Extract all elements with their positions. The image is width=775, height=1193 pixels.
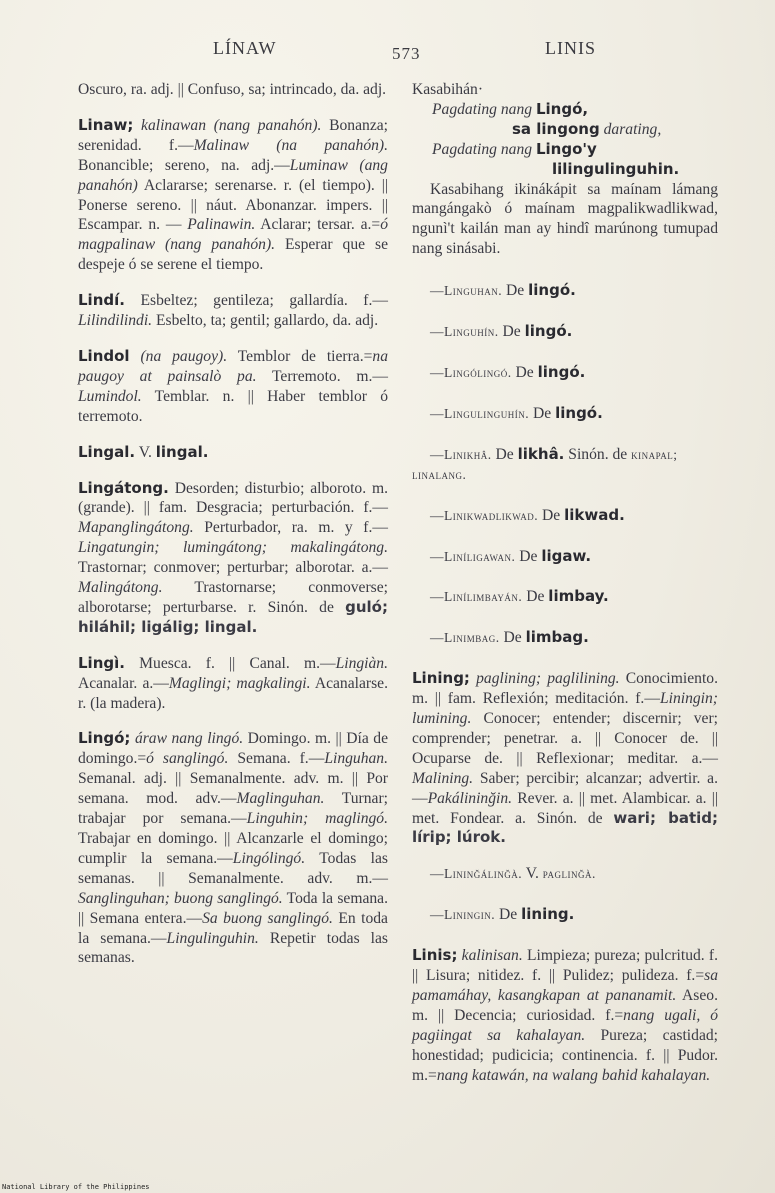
- bold-word: limbag.: [525, 628, 589, 647]
- entry-lingo: [78, 729, 388, 968]
- page-number: 573: [392, 44, 421, 63]
- italic-phrase: (na paugoy).: [140, 347, 228, 365]
- derivative: —Linguhan.: [430, 283, 503, 299]
- entry-text: Esbelto, ta; gentil; gallardo, da. adj.: [156, 312, 379, 330]
- entry-text: De: [495, 445, 514, 463]
- entry-text: De: [515, 363, 534, 381]
- italic-phrase: Lingatungin; lumingátong; makalingátong.: [78, 539, 388, 557]
- italic-phrase: ó magpalinaw (nang panahón).: [78, 216, 388, 254]
- entry-text: Bonanza; serenidad. f.—: [78, 116, 388, 154]
- entry-text: Bonancible; sereno, na. adj.—: [78, 156, 290, 174]
- entry-text: Pureza; castidad; honestidad; pudicicia; continencia. f. || Pudor. m.=: [412, 1026, 718, 1084]
- italic-phrase: Malining.: [412, 769, 474, 787]
- entry-text: Aseo. m. || Decencia; curiosidad. f.=: [412, 987, 718, 1024]
- derivative: —Linguhín.: [430, 324, 499, 340]
- italic-phrase: Sanglinguhan; buong sanglingó.: [78, 889, 283, 907]
- entry-oscuro: [78, 80, 388, 100]
- derivative: —Linikwadlikwad.: [430, 507, 539, 523]
- deriv-linikha: [412, 445, 718, 485]
- italic-phrase: kalinisan.: [461, 947, 523, 965]
- synonyms: kinapal; linalang.: [412, 446, 678, 482]
- italic-phrase: Maglingi; magkalingi.: [168, 674, 311, 692]
- right-column: [412, 80, 718, 1102]
- entry-text: Limpieza; pureza; pulcritud. f. || Lisura; nitidez. f. || Pulidez; pulideza. f.=: [412, 947, 718, 985]
- italic-phrase: áraw nang lingó.: [134, 730, 244, 748]
- entry-text: Perturbador, ra. m. y f.—: [204, 519, 388, 537]
- entry-text: De: [533, 404, 552, 422]
- bold-word: limbay.: [548, 587, 609, 606]
- entry-text: Acanalarse. r. (la madera).: [78, 674, 388, 712]
- bold-word: lingó.: [528, 281, 576, 300]
- entry-text: Saber; percibir; alcanzar; advertir. a.—: [412, 769, 718, 807]
- deriv-lingulinguhin: [412, 404, 718, 424]
- entry-text: Temblar. n. || Haber temblor ó terremoto.: [78, 387, 388, 425]
- entry-text: Muesca. f. || Canal. m.—: [139, 654, 336, 672]
- cross-reference: paglinğà.: [542, 866, 596, 882]
- headword: Lindol: [78, 346, 130, 365]
- bold-word: lilingulinguhin.: [552, 159, 680, 178]
- proverb-line: [412, 160, 718, 180]
- entry-text: De: [506, 282, 525, 300]
- italic-phrase: Lingulinguhin.: [166, 929, 259, 947]
- entry-text: De: [542, 506, 561, 524]
- italic-phrase: Liningin; lumining.: [412, 690, 718, 728]
- italic-phrase: Mapanglingátong.: [78, 519, 194, 537]
- entry-text: V.: [138, 443, 152, 461]
- entry-lingatong: [78, 479, 388, 638]
- italic-phrase: Maglinguhan.: [236, 790, 325, 808]
- entry-lingal: [78, 443, 388, 463]
- italic-phrase: Lingiàn.: [335, 654, 388, 672]
- italic-phrase: Pakálininğin.: [427, 789, 513, 807]
- derivative: —Linimbag.: [430, 630, 500, 646]
- italic-phrase: Luminaw (ang panahón): [78, 156, 388, 194]
- derivative: —Lininğálinğà.: [430, 866, 523, 882]
- proverb-line: [412, 120, 718, 140]
- entry-text: De: [519, 547, 538, 565]
- bold-word: ligaw.: [541, 546, 592, 565]
- italic-phrase: Lilindilindi.: [78, 312, 153, 330]
- headword: Lingì.: [78, 653, 125, 672]
- kasabihan-label: Kasabihán·: [412, 81, 484, 98]
- entry-text: Desorden; disturbio; alboroto. m. (grande). || fam. Desgracia; perturbación. f.—: [78, 479, 388, 517]
- italic-phrase: nang ugali, ó pagiingat sa kahalayan.: [412, 1006, 718, 1044]
- bold-word: Lingo'y: [535, 139, 597, 158]
- italic-phrase: Malinaw (na panahón).: [193, 136, 389, 154]
- headword: Lining;: [412, 669, 470, 688]
- entry-lining: [412, 669, 718, 848]
- entry-text: Conocimiento. m. || fam. Reflexión; meditación. f.—: [412, 670, 718, 708]
- italic-phrase: Pagdating nang: [432, 140, 533, 158]
- italic-phrase: Lingólingó.: [232, 849, 306, 867]
- running-head-left: LÍNAW: [213, 38, 277, 58]
- italic-phrase: Malingátong.: [78, 579, 163, 597]
- bold-word: lingó.: [555, 403, 603, 422]
- derivative: —Linílimbayán.: [430, 589, 523, 605]
- entry-text: Semanal. adj. || Semanalmente. adv. m. || Por semana. mod. adv.—: [78, 770, 388, 808]
- entry-text: Rever. a. || met. Alambicar. a. || met. Fondear. a. Sinón. de: [412, 789, 718, 827]
- entry-text: De: [503, 629, 522, 647]
- headword: Lingal.: [78, 442, 136, 461]
- entry-text: De: [499, 906, 518, 924]
- entry-text: Terremoto. m.—: [272, 367, 388, 385]
- bold-word: likhâ.: [517, 444, 565, 463]
- italic-phrase: Linguhin; maglingó.: [246, 810, 388, 828]
- running-head-right: LINIS: [545, 38, 596, 58]
- italic-phrase: na paugoy at painsalò pa.: [78, 347, 388, 385]
- left-column: [78, 80, 388, 984]
- library-credit: National Library of the Philippines: [2, 1183, 150, 1191]
- deriv-liniligawan: [412, 547, 718, 567]
- entry-text: Aclarar; tersar. a.=: [260, 216, 381, 234]
- synonyms: guló; hiláhil; ligálig; lingal.: [78, 597, 388, 636]
- deriv-linimbag: [412, 628, 718, 648]
- bold-word: likwad.: [564, 505, 625, 524]
- entry-text: Trastornarse; conmoverse; alborotarse; perturbarse. r. Sinón. de: [78, 579, 388, 616]
- entry-text: Trastornar; conmover; perturbar; alborotar. a.—: [78, 559, 388, 577]
- entry-text: Repetir todas las semanas.: [78, 929, 388, 967]
- italic-phrase: Palinawin.: [187, 216, 256, 234]
- bold-word: sa lingong: [512, 119, 600, 138]
- headword: Lingátong.: [78, 478, 169, 497]
- derivative: —Linikhâ.: [430, 446, 492, 462]
- italic-phrase: ó sanglingó.: [146, 750, 229, 768]
- entry-text: V.: [525, 865, 539, 883]
- deriv-linguhin: [412, 322, 718, 342]
- entry-text: Conocer; entender; discernir; ver; comprender; penetrar. a. || Conocer de. || Ocuparse de. || Reflexionar; meditar. a.—: [412, 710, 719, 767]
- deriv-linguhan: [412, 281, 718, 301]
- entry-text: Semana. f.—: [237, 750, 325, 768]
- bold-word: lingó.: [537, 362, 586, 381]
- italic-phrase: nang katawán, na walang bahid kahalayan.: [436, 1066, 711, 1084]
- deriv-liningin: [412, 905, 718, 925]
- entry-lindol: [78, 347, 388, 427]
- italic-phrase: darating,: [603, 120, 662, 138]
- italic-phrase: kalinawan (nang panahón).: [141, 116, 322, 134]
- entry-text: Toda la semana. || Semana entera.—: [78, 889, 388, 927]
- proverb-line: [412, 140, 718, 160]
- headword: Linaw;: [78, 115, 134, 134]
- derivative: —Lingulinguhín.: [430, 405, 530, 421]
- kasabihan-text: Kasabihang ikinákápit sa maínam lámang mangángakò ó maínam magpalikwadlikwad, ngunì't kailán man ay hindî marúnong tumupad nang sinásabi.: [412, 180, 718, 258]
- bold-word: lining.: [521, 905, 575, 924]
- entry-lingi: [78, 654, 388, 714]
- deriv-linikwadlikwad: [412, 506, 718, 526]
- bold-word: Lingó,: [535, 99, 589, 118]
- italic-phrase: sa pamamáhay, kasangkapan at pananamit.: [412, 967, 718, 1004]
- cross-reference: lingal.: [155, 442, 209, 461]
- italic-phrase: Sa buong sanglingó.: [202, 909, 333, 927]
- entry-text: Trabajar en domingo. || Alcanzarle el domingo; cumplir la semana.—: [78, 830, 388, 867]
- headword: Lindí.: [78, 291, 125, 310]
- italic-phrase: Linguhan.: [324, 750, 388, 768]
- synonyms: wari; batid; lírip; lúrok.: [412, 808, 719, 847]
- proverb-line: [412, 100, 718, 120]
- italic-phrase: paglining; paglilining.: [476, 670, 620, 688]
- deriv-lingolingo: [412, 363, 718, 383]
- entry-linis: [412, 946, 718, 1085]
- bold-word: lingó.: [524, 322, 573, 341]
- entry-text: Esbeltez; gentileza; gallardía. f.—: [140, 292, 388, 310]
- entry-linaw: [78, 116, 388, 275]
- entry-text: Turnar; trabajar por semana.—: [78, 790, 388, 828]
- entry-lindi: [78, 291, 388, 331]
- entry-text: Domingo. m. || Día de domingo.=: [78, 730, 388, 768]
- deriv-linilimbayan: [412, 587, 718, 607]
- entry-text: De: [526, 588, 545, 606]
- entry-text: De: [502, 323, 521, 341]
- entry-text: Acanalar. a.—: [78, 674, 169, 692]
- entry-text: Esperar que se despeje ó se serene el tiempo.: [78, 236, 389, 274]
- entry-text: Oscuro, ra. adj. || Confuso, sa; intrincado, da. adj.: [78, 81, 387, 98]
- headword: Linis;: [412, 946, 458, 965]
- derivative: —Lingólingó.: [430, 364, 512, 380]
- entry-text: En toda la semana.—: [78, 909, 388, 947]
- deriv-lininalinga: [412, 864, 718, 884]
- entry-text: Temblor de tierra.=: [237, 347, 373, 365]
- italic-phrase: Pagdating nang: [432, 100, 533, 118]
- entry-text: Todas las semanas. || Semanalmente. adv. m.—: [78, 849, 388, 887]
- headword: Lingó;: [78, 729, 131, 748]
- italic-phrase: Lumindol.: [78, 387, 142, 405]
- entry-text: Aclararse; serenarse. r. (el tiempo). || Ponerse sereno. || náut. Abonanzar. impers. || Escampar. n. —: [78, 176, 388, 234]
- derivative: —Liningin.: [430, 907, 496, 923]
- derivative: —Liníligawan.: [430, 548, 516, 564]
- entry-text: Sinón. de: [568, 445, 628, 463]
